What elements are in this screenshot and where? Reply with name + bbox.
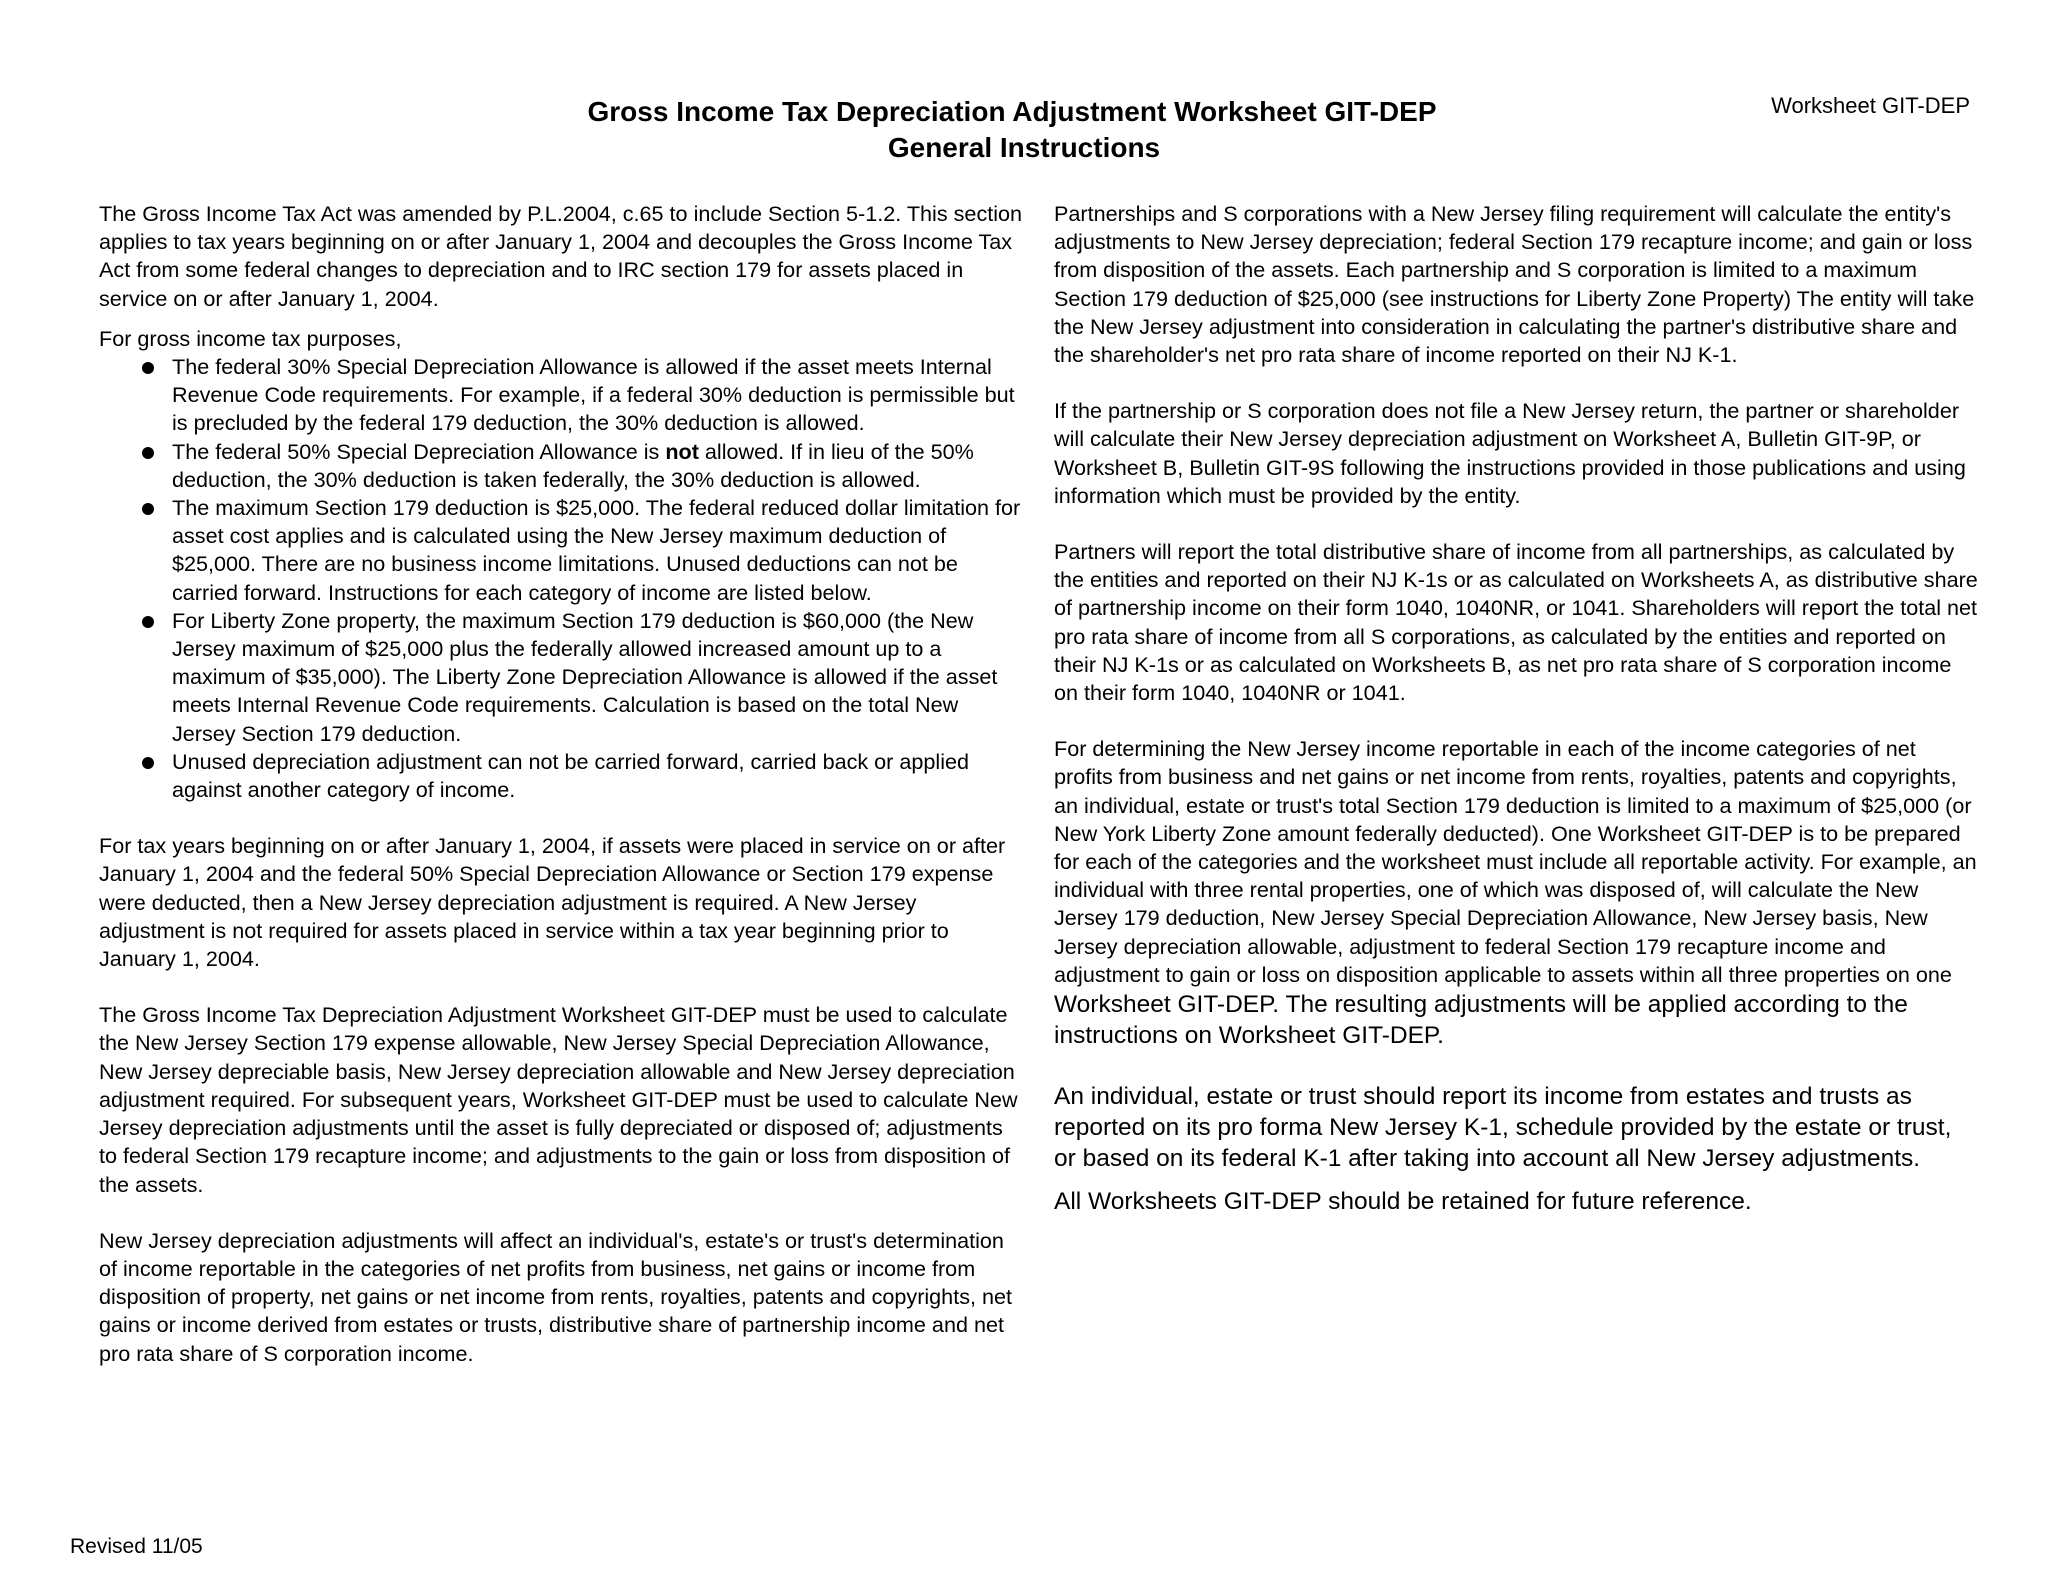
- adjustments-effect-paragraph: New Jersey depreciation adjustments will affect an individual's, estate's or trust's determination of income reportable in the categories of net profits from business, net gains or income from disposition of property, net gains or net income from rents, royalties, patents and copyrights, net gains or income derived from estates or trusts, distributive share of partnership income and net pro rata share of S corporation income.: [99, 1227, 1013, 1366]
- right-column: [1054, 200, 1979, 1217]
- worksheet-use-paragraph: The Gross Income Tax Depreciation Adjustment Worksheet GIT-DEP must be used to calculate the New Jersey Section 179 expense allowable, New Jersey Special Depreciation Allowance, New Jersey depreciable basis, New Jersey depreciation allowable and New Jersey depreciation adjustment required. For subsequent years, Worksheet GIT-DEP must be used to calculate New Jersey depreciation adjustments until the asset is fully depreciated or disposed of; adjustments to federal Section 179 recapture income; and adjustments to the gain or loss from disposition of the assets.: [99, 1002, 1018, 1197]
- list-item-text-after: allowed. If in lieu of the 50% deduction, the 30% deduction is taken federally, the 30% deduction is allowed.: [172, 438, 974, 492]
- estates-trusts-paragraph: An individual, estate or trust should report its income from estates and trusts as reported on its pro forma New Jersey K-1, schedule provided by the estate or trust, or based on its federal K-1 after taking into account all New Jersey adjustments.: [1054, 1083, 1952, 1173]
- revised-date: Revised 11/05: [70, 1535, 203, 1558]
- list-item: [172, 438, 1024, 494]
- list-item: [172, 353, 1024, 438]
- list-item-text: For Liberty Zone property, the maximum Section 179 deduction is $60,000 (the New Jersey maximum of $25,000 plus the federally allowed increased amount up to a maximum of $35,000). The Liberty Zone Depreciation Allowance is allowed if the asset meets Internal Revenue Code requirements. Calculation is based on the total New Jersey Section 179 deduction.: [172, 607, 998, 746]
- bullet-dot-icon: [142, 362, 154, 374]
- title-line-1: Gross Income Tax Depreciation Adjustment Worksheet GIT-DEP: [587, 96, 1437, 127]
- purposes-intro: For gross income tax purposes,: [99, 325, 402, 351]
- purposes-list: [99, 353, 1024, 804]
- list-item-text-before: The federal 50% Special Depreciation Allowance is: [172, 438, 666, 464]
- retain-paragraph: All Worksheets GIT-DEP should be retained for future reference.: [1054, 1188, 1752, 1216]
- bullet-dot-icon: [142, 503, 154, 515]
- bullet-dot-icon: [142, 447, 154, 459]
- no-nj-return-paragraph: If the partnership or S corporation does not file a New Jersey return, the partner or shareholder will calculate their New Jersey depreciation adjustment on Worksheet A, Bulletin GIT-9P, or Worksheet B, Bulletin GIT-9S following the instructions provided in those publications and using information which must be provided by the entity.: [1054, 398, 1966, 508]
- income-categories-paragraph: [1054, 735, 1979, 1051]
- bullet-dot-icon: [142, 616, 154, 628]
- intro-paragraph: The Gross Income Tax Act was amended by P.L.2004, c.65 to include Section 5-1.2. This section applies to tax years beginning on or after January 1, 2004 and decouples the Gross Income Tax Act from some federal changes to depreciation and to IRC section 179 for assets placed in service on or after January 1, 2004.: [99, 201, 1023, 311]
- list-item-bold-word: not: [665, 438, 699, 464]
- list-item-text: The maximum Section 179 deduction is $25,000. The federal reduced dollar limitation for asset cost applies and is calculated using the New Jersey maximum deduction of $25,000. There are no business income limitations. Unused deductions can not be carried forward. Instructions for each category of income are listed below.: [172, 495, 1021, 605]
- list-item-text: The federal 30% Special Depreciation Allowance is allowed if the asset meets Internal Revenue Code requirements. For example, if a federal 30% deduction is permissible but is precluded by the federal 179 deduction, the 30% deduction is allowed.: [172, 354, 1015, 436]
- income-categories-text: For determining the New Jersey income reportable in each of the income categories of net profits from business and net gains or net income from rents, royalties, patents and copyrights, an individual, estate or trust's total Section 179 deduction is limited to a maximum of $25,000 (or New York Liberty Zone amount federally deducted). One Worksheet GIT-DEP is to be prepared for each of the categories and the worksheet must include all reportable activity. For example, an individual with three rental properties, one of which was disposed of, will calculate the New Jersey 179 deduction, New Jersey Special Depreciation Allowance, New Jersey basis, New Jersey depreciation allowable, adjustment to federal Section 179 recapture income and adjustment to gain or loss on disposition applicable to assets within all three properties on one: [1054, 736, 1977, 987]
- left-column: [99, 200, 1024, 1368]
- list-item: [172, 607, 1024, 748]
- partnerships-paragraph: Partnerships and S corporations with a New Jersey filing requirement will calculate the entity's adjustments to New Jersey depreciation; federal Section 179 recapture income; and gain or loss from disposition of the assets. Each partnership and S corporation is limited to a maximum Section 179 deduction of $25,000 (see instructions for Liberty Zone Property) The entity will take the New Jersey adjustment into consideration in calculating the partner's distributive share and the shareholder's net pro rata share of income reported on their NJ K-1.: [1054, 201, 1975, 368]
- bullet-dot-icon: [142, 757, 154, 769]
- tax-years-paragraph: For tax years beginning on or after January 1, 2004, if assets were placed in service on or after January 1, 2004 and the federal 50% Special Depreciation Allowance or Section 179 expense were deducted, then a New Jersey depreciation adjustment is required. A New Jersey adjustment is not required for assets placed in service within a tax year beginning prior to January 1, 2004.: [99, 833, 1006, 972]
- list-item: [172, 748, 1024, 804]
- income-categories-text-large: Worksheet GIT-DEP. The resulting adjustments will be applied according to the instructions on Worksheet GIT-DEP.: [1054, 991, 1908, 1050]
- list-item-text: Unused depreciation adjustment can not be carried forward, carried back or applied against another category of income.: [172, 748, 970, 803]
- title-line-2: General Instructions: [887, 132, 1161, 163]
- list-item: [172, 494, 1024, 607]
- partners-report-paragraph: Partners will report the total distributive share of income from all partnerships, as calculated by the entities and reported on their NJ K-1s or as calculated on Worksheets A, as distributive share of partnership income on their form 1040, 1040NR, or 1041. Shareholders will report the total net pro rata share of income from all S corporations, as calculated by the entities and reported on their NJ K-1s or as calculated on Worksheets B, as net pro rata share of S corporation income on their form 1040, 1040NR or 1041.: [1054, 539, 1978, 706]
- page-title: [0, 94, 2048, 166]
- worksheet-tag: Worksheet GIT-DEP: [1771, 93, 1970, 118]
